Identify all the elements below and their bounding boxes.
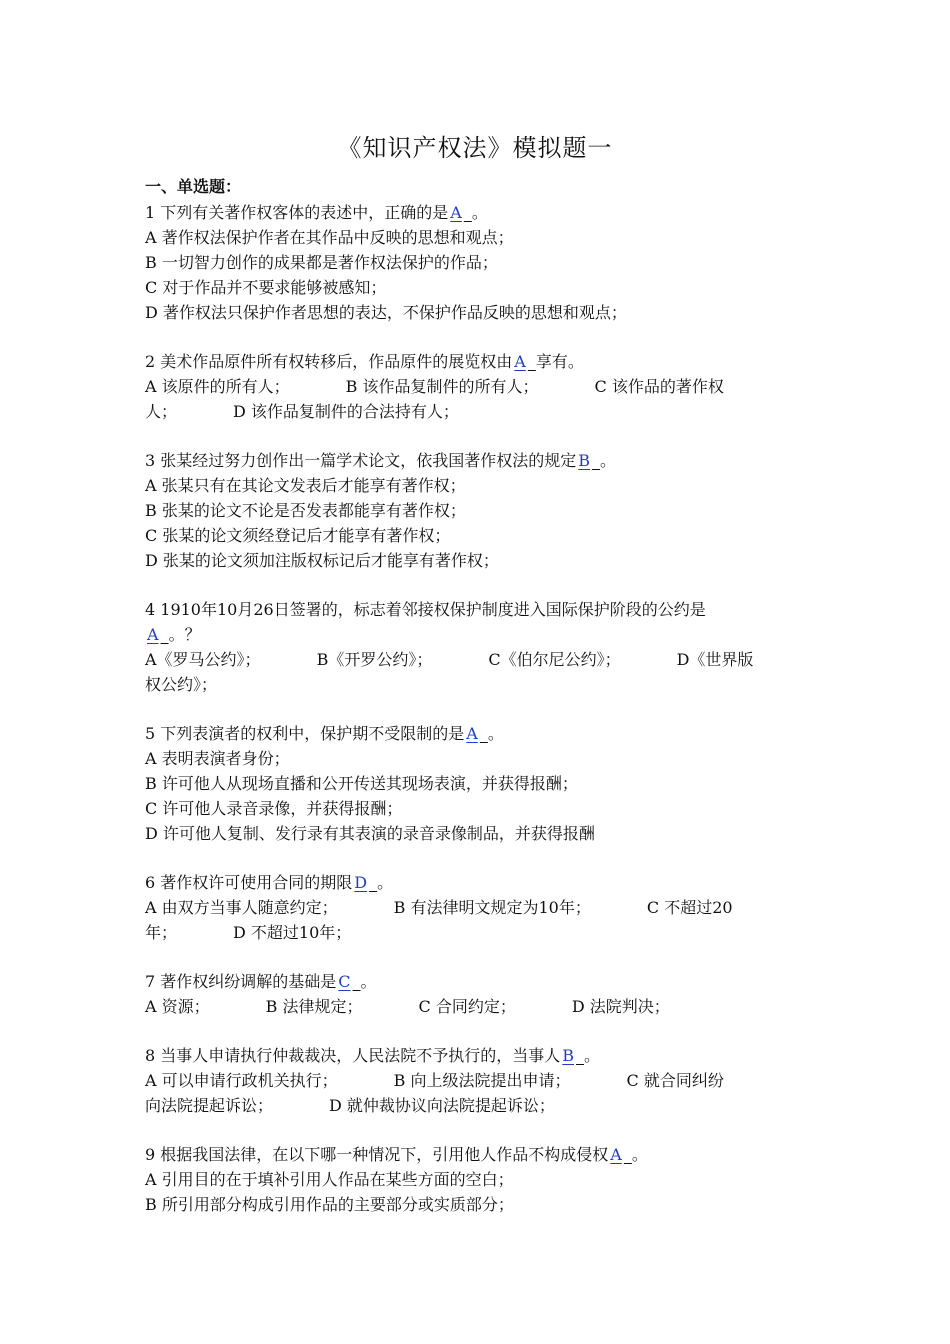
stem-text: 7 著作权纠纷调解的基础是 — [145, 972, 337, 991]
stem-tail: 。 — [487, 724, 504, 743]
stem-tail: 。 — [584, 1046, 601, 1065]
blank-underline — [592, 451, 600, 470]
answer-blank: D — [354, 873, 368, 892]
option-b: B 有法律明文规定为10年； — [393, 898, 591, 917]
option-d-continued: 权公约》； — [145, 675, 218, 694]
option-c: C 该作品的著作权 — [594, 377, 724, 396]
option-b: B《开罗公约》； — [316, 650, 433, 669]
option-d: D 就仲裁协议向法院提起诉讼； — [329, 1096, 555, 1115]
answer-blank: B — [562, 1046, 575, 1065]
question-stem — [145, 1043, 810, 1068]
answer-blank: A — [450, 203, 462, 222]
options-row — [145, 895, 810, 920]
question-8 — [145, 1043, 810, 1118]
option-a: A 著作权法保护作者在其作品中反映的思想和观点； — [145, 228, 514, 247]
option-c: C 张某的论文须经登记后才能享有著作权； — [145, 526, 451, 545]
option-d: D 张某的论文须加注版权标记后才能享有著作权； — [145, 551, 499, 570]
question-1 — [145, 200, 810, 325]
blank-underline — [480, 724, 488, 743]
option-c: C 合同约定； — [418, 997, 516, 1016]
option-a: A 表明表演者身份； — [145, 749, 290, 768]
stem-text: 8 当事人申请执行仲裁裁决，人民法院不予执行的，当事人 — [145, 1046, 561, 1065]
blank-underline — [161, 625, 169, 644]
option-a: A 该原件的所有人； — [145, 377, 290, 396]
option-d: D《世界版 — [676, 650, 754, 669]
stem-text: 3 张某经过努力创作出一篇学术论文，依我国著作权法的规定 — [145, 451, 577, 470]
options-row — [145, 994, 810, 1019]
option-a: A 资源； — [145, 997, 210, 1016]
options-row — [145, 1093, 810, 1118]
option-d: D 该作品复制件的合法持有人； — [233, 402, 459, 421]
option-d: D 许可他人复制、发行录有其表演的录音录像制品，并获得报酬 — [145, 824, 595, 843]
question-5 — [145, 721, 810, 846]
answer-blank: A — [610, 1145, 622, 1164]
stem-tail: 。 — [471, 203, 488, 222]
stem-tail: 享有。 — [535, 352, 584, 371]
question-list — [145, 200, 810, 1241]
blank-underline — [528, 352, 536, 371]
option-d: D 不超过10年； — [233, 923, 352, 942]
stem-tail: 。 — [631, 1145, 648, 1164]
document-title: 《知识产权法》模拟题一 — [337, 134, 613, 162]
stem-tail: 。 — [377, 873, 394, 892]
option-d: D 法院判决； — [571, 997, 670, 1016]
question-stem — [145, 448, 810, 473]
option-c: C 不超过20 — [646, 898, 733, 917]
option-b: B 向上级法院提出申请； — [393, 1071, 571, 1090]
option-c: C 就合同纠纷 — [626, 1071, 724, 1090]
stem-tail: 。 — [600, 451, 617, 470]
stem-tail: 。？ — [168, 625, 201, 644]
section-heading: 一、单选题： — [145, 177, 242, 196]
option-a: A 由双方当事人随意约定； — [145, 898, 338, 917]
options-row — [145, 399, 810, 424]
blank-underline — [624, 1145, 632, 1164]
blank-underline — [353, 972, 361, 991]
answer-blank: A — [466, 724, 478, 743]
option-a: A 引用目的在于填补引用人作品在某些方面的空白； — [145, 1170, 514, 1189]
options-row — [145, 1068, 810, 1093]
option-c-continued: 向法院提起诉讼； — [145, 1096, 274, 1115]
option-c: C 许可他人录音录像，并获得报酬； — [145, 799, 403, 818]
blank-underline — [464, 203, 472, 222]
question-stem: 4 1910年10月26日签署的，标志着邻接权保护制度进入国际保护阶段的公约是 — [145, 600, 706, 619]
stem-text: 9 根据我国法律，在以下哪一种情况下，引用他人作品不构成侵权 — [145, 1145, 609, 1164]
option-b: B 所引用部分构成引用作品的主要部分或实质部分； — [145, 1195, 514, 1214]
question-7 — [145, 969, 810, 1019]
answer-blank: A — [147, 625, 159, 644]
question-9 — [145, 1142, 810, 1217]
blank-underline — [576, 1046, 584, 1065]
option-d: D 著作权法只保护作者思想的表达，不保护作品反映的思想和观点； — [145, 303, 627, 322]
options-row — [145, 647, 810, 672]
answer-blank: A — [514, 352, 526, 371]
stem-text: 2 美术作品原件所有权转移后，作品原件的展览权由 — [145, 352, 513, 371]
answer-blank: B — [578, 451, 591, 470]
option-c-continued: 年； — [145, 923, 178, 942]
option-a: A 可以申请行政机关执行； — [145, 1071, 338, 1090]
question-2 — [145, 349, 810, 424]
stem-text: 5 下列表演者的权利中，保护期不受限制的是 — [145, 724, 465, 743]
option-a: A 张某只有在其论文发表后才能享有著作权； — [145, 476, 466, 495]
stem-text: 1 下列有关著作权客体的表述中，正确的是 — [145, 203, 449, 222]
option-c: C《伯尔尼公约》； — [488, 650, 621, 669]
question-stem — [145, 969, 810, 994]
options-row — [145, 920, 810, 945]
option-c-continued: 人； — [145, 402, 178, 421]
option-b: B 法律规定； — [265, 997, 363, 1016]
question-stem — [145, 349, 810, 374]
question-stem — [145, 721, 810, 746]
blank-underline — [369, 873, 377, 892]
question-6 — [145, 870, 810, 945]
question-stem — [145, 870, 810, 895]
question-stem — [145, 200, 810, 225]
option-b: B 一切智力创作的成果都是著作权法保护的作品； — [145, 253, 498, 272]
question-4 — [145, 597, 810, 697]
option-b: B 该作品复制件的所有人； — [345, 377, 539, 396]
option-b: B 许可他人从现场直播和公开传送其现场表演，并获得报酬； — [145, 774, 578, 793]
answer-blank: C — [338, 972, 351, 991]
option-c: C 对于作品并不要求能够被感知； — [145, 278, 387, 297]
options-row — [145, 374, 810, 399]
stem-tail: 。 — [360, 972, 377, 991]
option-b: B 张某的论文不论是否发表都能享有著作权； — [145, 501, 466, 520]
question-stem-continued — [145, 622, 810, 647]
stem-text: 6 著作权许可使用合同的期限 — [145, 873, 353, 892]
question-stem — [145, 1142, 810, 1167]
question-3 — [145, 448, 810, 573]
option-a: A《罗马公约》； — [145, 650, 261, 669]
